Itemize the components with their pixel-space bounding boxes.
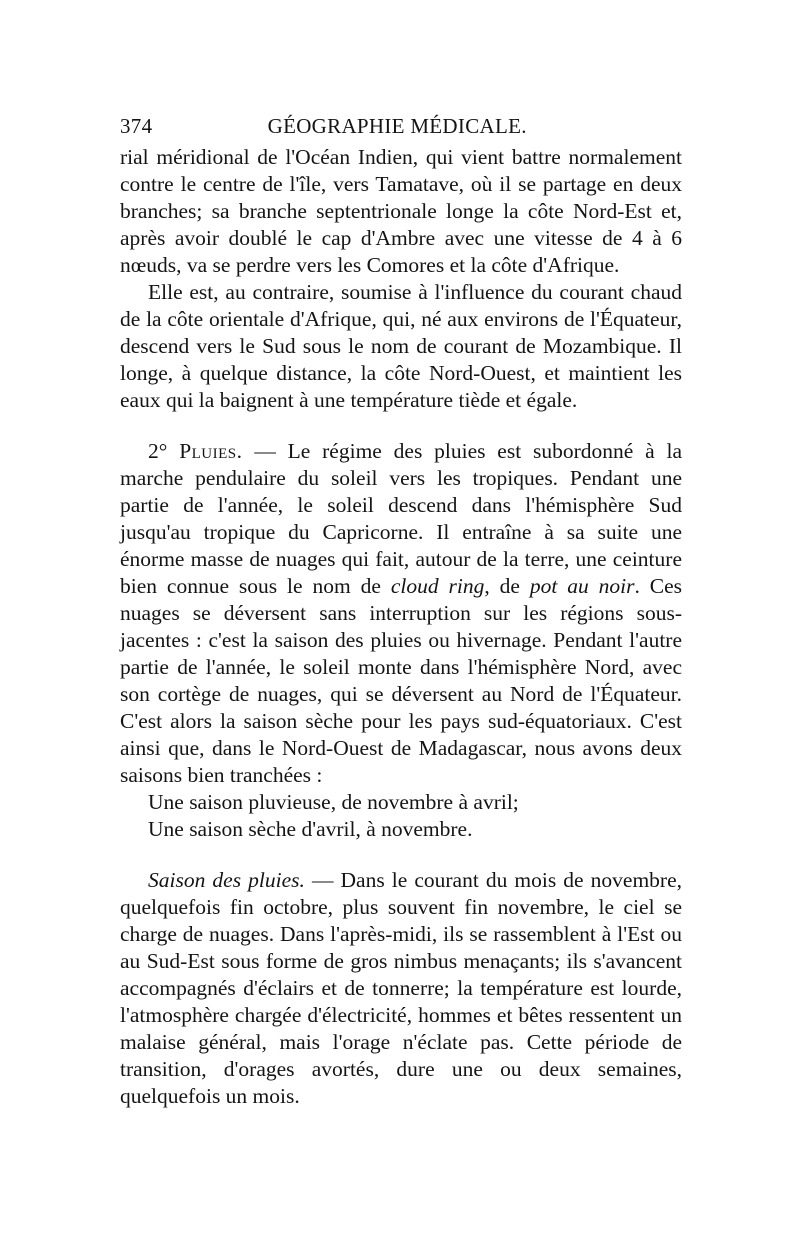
paragraph-rains [120,438,682,789]
text-segment: — Dans le courant du mois de novembre, quelquefois fin octobre, plus souvent fin novembre, le ciel se charge de nuages. Dans l'après-midi, ils se rassemblent à l'Est ou au Sud-Est sous forme de gros nimbus menaçants; ils s'avancent accompagnés d'éclairs et de tonnerre; la température est lourde, l'atmosphère chargée d'électricité, hommes et bêtes ressentent un malaise général, mais l'orage n'éclate pas. Cette période de transition, d'orages avortés, dure une ou deux semaines, quelquefois un mois. [120,868,683,1108]
text-segment: , de [484,574,530,598]
page-number: 374 [120,114,153,138]
running-title: GÉOGRAPHIE MÉDICALE. [267,114,527,138]
paragraph-1: rial méridional de l'Océan Indien, qui vient battre normalement contre le centre de l'île, vers Tamatave, où il se partage en deux branches; sa branche septentrionale longe la côte Nord-Est et, après avoir doublé le cap d'Ambre avec une vitesse de 4 à 6 nœuds, va se perdre vers les Comores et la côte d'Afrique. [120,145,682,277]
book-page [120,114,682,1110]
italic-term: pot au noir [529,574,635,598]
italic-term: cloud ring [390,574,485,598]
section-number: 2° [148,439,168,463]
paragraph-2: Elle est, au contraire, soumise à l'influence du courant chaud de la côte orientale d'Afrique, qui, né aux environs de l'Équateur, descend vers le Sud sous le nom de courant de Mozambique. Il longe, à quelque distance, la côte Nord-Ouest, et maintient les eaux qui la baignent à une température tiède et égale. [120,280,682,412]
section-heading: Pluies. [179,439,243,463]
season-line-dry: Une saison sèche d'avril, à novembre. [148,817,473,841]
paragraph-rainy-season [120,867,682,1110]
text-segment: — Le régime des pluies est subordonné à la marche pendulaire du soleil vers les tropiques. Pendant une partie de l'année, le soleil descend dans l'hémisphère Sud jusqu'au tropique du Capricorne. Il entraîne à sa suite une énorme masse de nuages qui fait, autour de la terre, une ceinture bien connue sous le nom de [120,439,683,598]
text-segment: . Ces nuages se déversent sans interruption sur les régions sous-jacentes : c'est la saison des pluies ou hivernage. Pendant l'autre partie de l'année, le soleil monte dans l'hémisphère Nord, avec son cortège de nuages, qui se déversent au Nord de l'Équateur. C'est alors la saison sèche pour les pays sud-équatoriaux. C'est ainsi que, dans le Nord-Ouest de Madagascar, nous avons deux saisons bien tranchées : [120,574,683,787]
season-line-rainy: Une saison pluvieuse, de novembre à avril; [148,790,519,814]
running-header [120,114,682,144]
subsection-heading: Saison des pluies. [148,868,305,892]
